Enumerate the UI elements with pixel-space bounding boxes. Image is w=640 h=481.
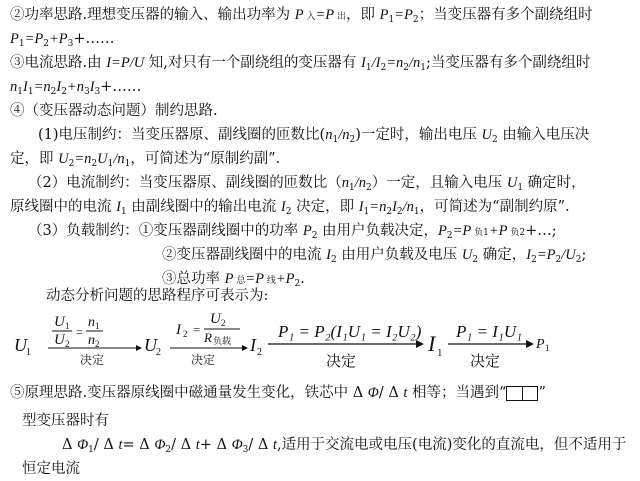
text: U bbox=[461, 247, 473, 263]
text: I=P/U bbox=[106, 55, 145, 71]
text: U bbox=[506, 175, 518, 191]
text: n bbox=[10, 79, 18, 95]
u2-label: U bbox=[144, 335, 157, 355]
frac2-den-sub: 2 bbox=[95, 339, 100, 349]
text: 1 bbox=[413, 207, 420, 217]
text: 由输入电压决 bbox=[497, 127, 590, 143]
i2-eq-label: I bbox=[176, 322, 181, 338]
text: ，可简述为“原制约副”. bbox=[130, 151, 281, 167]
frac1-den-sub: 2 bbox=[65, 339, 70, 349]
text: 2 bbox=[165, 445, 172, 455]
text: t bbox=[195, 437, 200, 453]
text: /n bbox=[408, 55, 421, 71]
text: 3 bbox=[67, 39, 74, 49]
text: ；当变压器有多个副绕组时 bbox=[418, 7, 593, 23]
frac2-num-sub: 1 bbox=[95, 321, 100, 331]
text: /n bbox=[113, 151, 125, 167]
text: =n bbox=[369, 199, 387, 215]
text: 1 bbox=[363, 207, 370, 217]
frac3-num: U bbox=[210, 311, 221, 327]
text: /n bbox=[354, 175, 366, 191]
text: P bbox=[294, 7, 304, 23]
text: 1 bbox=[120, 207, 127, 217]
power-expr: P₁ = P₂(I₁U₁ = I₂U₂) bbox=[278, 322, 422, 341]
text: =P bbox=[24, 31, 44, 47]
flow-diagram bbox=[0, 306, 640, 382]
text: 2 bbox=[366, 183, 372, 193]
p1-label: P bbox=[536, 337, 545, 352]
text: I bbox=[526, 247, 532, 263]
arrow-4-label: 决定 bbox=[470, 352, 501, 370]
text: P bbox=[224, 271, 234, 287]
text: t bbox=[403, 385, 408, 401]
text: 出 bbox=[334, 12, 346, 22]
text: =P bbox=[394, 7, 413, 23]
arrow-4-head bbox=[526, 340, 534, 348]
text: P bbox=[10, 31, 19, 47]
text: +P bbox=[48, 31, 68, 47]
line-current-idea bbox=[10, 54, 590, 77]
text: 1 bbox=[107, 159, 114, 169]
text: ）一定，且输入电压 bbox=[371, 175, 507, 191]
i2-eq-sign: = bbox=[193, 322, 201, 337]
i2-label: I bbox=[250, 335, 256, 355]
arrow-1-label: 决定 bbox=[80, 353, 105, 367]
frac1-num: U bbox=[54, 314, 65, 330]
text: ;当变压器有多个副绕组时 bbox=[426, 55, 591, 71]
text: Φ bbox=[77, 437, 89, 453]
text: Φ bbox=[367, 385, 379, 401]
line-current-formula bbox=[10, 78, 141, 101]
text: 1 bbox=[88, 445, 94, 455]
line-constant-current: 恒定电流 bbox=[22, 461, 80, 477]
arrow-2-head bbox=[242, 345, 248, 351]
text: 1 bbox=[17, 87, 23, 97]
text: 总 bbox=[233, 276, 246, 286]
text: ③电流思路.由 bbox=[10, 55, 107, 71]
text: Δ bbox=[62, 437, 78, 453]
text: 知,对只有一个副绕组的变压器有 bbox=[144, 55, 362, 71]
text: 由副线圈中的输出电流 bbox=[126, 199, 281, 215]
line-principle-idea bbox=[10, 384, 546, 402]
line-current-constraint-2 bbox=[10, 198, 570, 221]
text: 2 bbox=[491, 135, 498, 145]
text: I bbox=[280, 199, 286, 215]
text: /I bbox=[371, 55, 381, 71]
text: t bbox=[272, 437, 277, 453]
frac2-den: n bbox=[88, 333, 95, 348]
text: ，即 bbox=[345, 7, 380, 23]
text: 1 bbox=[348, 183, 355, 193]
line-type-transformer: 型变压器时有 bbox=[22, 413, 109, 429]
line-flow-intro-text: 动态分析问题的思路程序可表示为: bbox=[46, 288, 269, 304]
text: /U bbox=[561, 247, 576, 263]
text: 2 bbox=[575, 255, 582, 265]
text: I bbox=[392, 199, 397, 215]
text: =P bbox=[245, 271, 264, 287]
line-power-formula bbox=[10, 30, 115, 53]
arrow-3-head bbox=[416, 340, 424, 348]
text: P bbox=[302, 223, 312, 239]
text: t bbox=[118, 437, 123, 453]
text: 3 bbox=[94, 87, 101, 97]
text: ，可简述为“副制约原”. bbox=[419, 199, 570, 215]
text: Φ bbox=[154, 437, 166, 453]
text: I bbox=[116, 199, 121, 215]
text: U bbox=[58, 151, 69, 167]
text: 2 bbox=[68, 159, 75, 169]
arrow-3-label: 决定 bbox=[326, 352, 357, 370]
text: 1 bbox=[365, 63, 372, 73]
text: 入 bbox=[303, 12, 316, 22]
text: 2 bbox=[412, 15, 419, 25]
frac3-den-sub: 负载 bbox=[213, 337, 232, 347]
line-voltage-constraint bbox=[38, 126, 589, 149]
i2-sub: 2 bbox=[257, 347, 262, 358]
frac1-den: U bbox=[54, 332, 65, 348]
text: n bbox=[341, 175, 349, 191]
text: （2）电流制约：当变压器原、副线圈的匝数比（ bbox=[28, 175, 342, 191]
text: 1 bbox=[332, 135, 339, 145]
u2-sub: 2 bbox=[156, 347, 161, 358]
text: 适用于交流电或电压(电流)变化的直流电，但不适用于 bbox=[281, 437, 627, 453]
text: I bbox=[358, 199, 364, 215]
text: +…… bbox=[100, 79, 142, 95]
frac1-eq: = bbox=[76, 325, 83, 339]
text: + Δ bbox=[199, 437, 232, 453]
text: 1 bbox=[517, 183, 524, 193]
line-load-constraint-1 bbox=[28, 222, 557, 245]
text: 2 bbox=[531, 255, 537, 265]
text: U bbox=[97, 151, 108, 167]
text: 2 bbox=[91, 159, 98, 169]
text: 决定，即 bbox=[291, 199, 359, 215]
text: 2 bbox=[330, 255, 337, 265]
text: Φ bbox=[231, 437, 243, 453]
text: =P bbox=[452, 223, 472, 239]
text: +…; bbox=[525, 223, 557, 239]
text: =P bbox=[315, 7, 335, 23]
text: 相等；当遇到“ bbox=[407, 385, 507, 401]
text: 2 bbox=[555, 255, 562, 265]
text: 负2 bbox=[507, 228, 526, 238]
text: /n bbox=[402, 199, 414, 215]
i2-eq-sub: 2 bbox=[183, 329, 188, 339]
frac3-num-sub: 2 bbox=[221, 318, 226, 328]
text: I bbox=[361, 55, 366, 71]
i1-label: I bbox=[428, 331, 436, 356]
line-flux-formula bbox=[62, 436, 626, 459]
text: I bbox=[56, 79, 62, 95]
text: 2 bbox=[50, 87, 57, 97]
text: +n bbox=[66, 79, 84, 95]
text: ” bbox=[538, 385, 546, 401]
arrow-2-label: 决定 bbox=[191, 353, 216, 367]
text: ; bbox=[581, 247, 587, 263]
text: （3）负载制约：①变压器副线圈中的功率 bbox=[28, 223, 303, 239]
text: / Δ bbox=[378, 385, 404, 401]
text: 定，即 bbox=[10, 151, 59, 167]
text: P bbox=[379, 7, 389, 23]
text: 1 bbox=[18, 39, 25, 49]
text: 由用户负载决定， bbox=[317, 223, 439, 239]
line-dynamic-heading: ④（变压器动态问题）制约思路. bbox=[10, 103, 218, 119]
text: / Δ bbox=[93, 437, 119, 453]
p1-sub: 1 bbox=[545, 343, 550, 353]
text: 3 bbox=[242, 445, 249, 455]
text: 2 bbox=[43, 39, 49, 49]
text: 2 bbox=[311, 231, 318, 241]
frac3-den: R bbox=[204, 330, 212, 345]
line-load-constraint-2 bbox=[162, 246, 586, 269]
text: 2 bbox=[403, 63, 409, 73]
text: 2 bbox=[285, 207, 292, 217]
text: +P bbox=[488, 223, 508, 239]
text: 确定， bbox=[478, 247, 527, 263]
text: = Δ bbox=[122, 437, 155, 453]
text: , bbox=[276, 437, 282, 453]
line-power-idea bbox=[10, 6, 593, 29]
text: I bbox=[22, 79, 28, 95]
line-voltage-constraint-2 bbox=[10, 150, 280, 173]
text: =n bbox=[74, 151, 92, 167]
arrow-1-head bbox=[136, 345, 142, 351]
text: ③总功率 bbox=[162, 271, 225, 287]
text: 2 bbox=[446, 231, 453, 241]
text: 负1 bbox=[471, 228, 489, 238]
text: 由用户负载及电压 bbox=[336, 247, 462, 263]
text: 原线圈中的电流 bbox=[10, 199, 117, 215]
text: 2 bbox=[380, 63, 387, 73]
u1-sub: 1 bbox=[26, 347, 31, 358]
text: 1 bbox=[27, 87, 34, 97]
text: (1)电压制约：当变压器原、副线圈的匝数比( bbox=[38, 127, 326, 143]
text: 2 bbox=[294, 279, 301, 289]
text: ②功率思路.理想变压器的输入、输出功率为 bbox=[10, 7, 295, 23]
text: 1 bbox=[420, 63, 426, 73]
i1-sub: 1 bbox=[437, 347, 443, 359]
text: )一定时，输出电压 bbox=[355, 127, 482, 143]
text: I bbox=[326, 247, 331, 263]
frac1-num-sub: 1 bbox=[65, 321, 70, 331]
text: 2 bbox=[396, 207, 403, 217]
transformer-core-icon bbox=[506, 386, 538, 401]
text: +P bbox=[275, 271, 295, 287]
line-current-constraint bbox=[28, 174, 586, 197]
text: 1 bbox=[388, 15, 395, 25]
text: /n bbox=[338, 127, 350, 143]
text: / Δ bbox=[248, 437, 273, 453]
text: 线 bbox=[264, 276, 276, 286]
text: 2 bbox=[472, 255, 479, 265]
text: =n bbox=[386, 55, 404, 71]
power-expr-2: P₁ = I₁U₁ bbox=[456, 322, 523, 341]
text: +…… bbox=[73, 31, 115, 47]
text: 2 bbox=[386, 207, 393, 217]
text: I bbox=[89, 79, 95, 95]
text: P bbox=[438, 223, 447, 239]
text: 2 bbox=[61, 87, 67, 97]
text: U bbox=[481, 127, 492, 143]
u1-label: U bbox=[14, 335, 27, 355]
text: n bbox=[325, 127, 333, 143]
text: =P bbox=[536, 247, 556, 263]
text: 3 bbox=[83, 87, 90, 97]
text: . bbox=[300, 271, 305, 287]
text: 1 bbox=[124, 159, 131, 169]
frac2-num: n bbox=[88, 315, 95, 330]
text: ⑤原理思路.变压器原线圈中磁通量发生变化，铁芯中 Δ bbox=[10, 385, 368, 401]
text: 确定时， bbox=[523, 175, 586, 191]
text: 2 bbox=[349, 135, 356, 145]
text: ②变压器副线圈中的电流 bbox=[162, 247, 327, 263]
text: =n bbox=[33, 79, 51, 95]
text: / Δ bbox=[171, 437, 196, 453]
